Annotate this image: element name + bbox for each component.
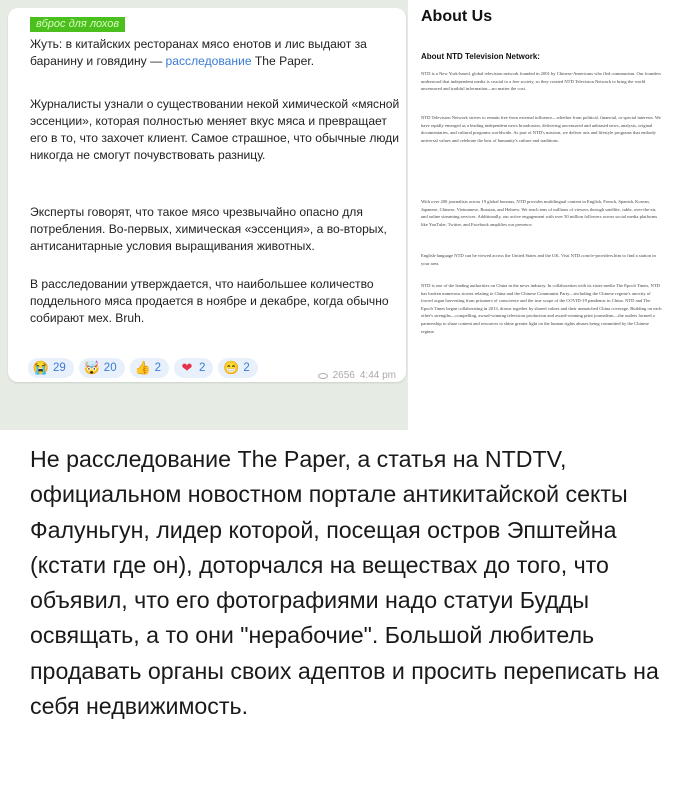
reaction-count: 20 [103, 362, 117, 374]
reaction-count: 2 [154, 362, 161, 374]
reaction-crying[interactable] [28, 358, 74, 378]
reaction-thumbs-up[interactable] [130, 358, 169, 378]
grin-icon: 😁 [223, 360, 240, 375]
about-subtitle: About NTD Television Network: [421, 52, 540, 61]
reaction-count: 29 [53, 362, 66, 374]
view-count: 2656 [332, 370, 355, 381]
about-paragraph: English-language NTD can be viewed across the United States and the UK. Visit NTD.com/tv-providers.htm to find a station in your area. [421, 253, 656, 266]
views-eye-icon [318, 373, 328, 379]
post-paragraph-2: Журналисты узнали о существовании некой химической «мясной эссенции», которая полностью меняет вкус мяса и превращает его в то, что захочет клиент. Самое страшное, что обычные люди никогда не смогут почувствовать разницу. [30, 97, 400, 162]
heart-icon: ❤ [181, 360, 193, 375]
commentary-caption: Не расследование The Paper, а статья на NTDTV, официальном новостном портале антикитайской секты Фалуньгун, лидер которой, посещая остров Эпштейна (кстати где он), доторчался на веществах до того, что объявил, что его фотографиями надо статуи Будды освящать, а то они "нерабочие". Большой любитель продавать органы своих адептов и просить переписать на себя недвижимость. [30, 446, 659, 720]
message-meta [318, 370, 396, 381]
reaction-heart[interactable] [174, 358, 213, 378]
ntd-about-page [408, 0, 673, 430]
reaction-exploding-head[interactable] [79, 358, 125, 378]
reactions-bar [28, 358, 258, 378]
post-headline: Жуть: в китайских ресторанах мясо енотов и лис выдают за баранину и говядину — [30, 37, 367, 68]
about-paragraph: NTD Television Network strives to remain free from external influence—whether from political, financial, or special interests. We have rapidly emerged as a leading independent news broadcaster, delivering uncensored and unbiased news, analysis, original documentaries, and cultural programs worldwide. As part of NTD's mission, we deliver arts and lifestyle programs that embody universal values and celebrate the best of humanity's culture and traditions. [421, 115, 661, 143]
about-title: About Us [421, 8, 493, 25]
post-source: The Paper. [251, 54, 315, 68]
post-paragraph-3: Эксперты говорят, что такое мясо чрезвычайно опасно для потребления. Во-первых, химическая «эссенция», а во-вторых, антисанитарные условия выращивания животных. [30, 205, 387, 253]
reaction-count: 2 [243, 362, 250, 374]
crying-face-icon: 😭 [32, 360, 50, 375]
message-time: 4:44 pm [359, 370, 396, 381]
channel-name[interactable]: вброс для лохов [30, 17, 125, 32]
about-paragraph: With over 200 journalists across 19 global bureaus, NTD provides multilingual content in English, French, Spanish, Korean, Japanese, Chinese, Vietnamese, Russian, and Hebrew. We reach tens of millions of viewers through satellite, cable, over-the-air, and online streaming services. Additionally, our active engagement with over 50 million followers across social media platforms like YouTube, Twitter, and Facebook amplifies our presence. [421, 199, 658, 227]
exploding-head-icon: 🤯 [83, 360, 100, 375]
post-paragraph-1 [30, 36, 400, 70]
investigation-link[interactable]: расследование [165, 54, 252, 68]
telegram-message-bubble [8, 8, 406, 382]
reaction-grin[interactable] [218, 358, 257, 378]
about-paragraph: NTD is one of the leading authorities on China in the news industry. In collaboration with its sister media The Epoch Times, NTD has broken numerous stories relating to China and the Chinese Communist Party—including the Chinese regime's atrocity of forced organ harvesting from prisoners of conscience and the true scope of the COVID-19 pandemic in China. NTD and The Epoch Times began collaborating in 2013, drawn together by shared values and their unmatched China coverage. Building on each other's strengths—compelling, award-winning television production and award-winning print journalism—the outlets formed a partnership to share content and resources to shine greater light on the human rights abuses being committed by the Chinese regime. [421, 283, 662, 334]
thumbs-up-icon: 👍 [134, 360, 151, 375]
about-paragraph: NTD is a New York-based, global television network founded in 2001 by Chinese-Americans who fled communism. Our founders understood that independent media is crucial to a free society, so they created NTD Television Network to bring the world uncensored and truthful information—no matter the cost. [421, 71, 661, 92]
reaction-count: 2 [199, 362, 206, 374]
post-paragraph-4: В расследовании утверждается, что наибольшее количество поддельного мяса продается в ноябре и декабре, когда обычно собирают мех. Bruh. [30, 277, 389, 325]
